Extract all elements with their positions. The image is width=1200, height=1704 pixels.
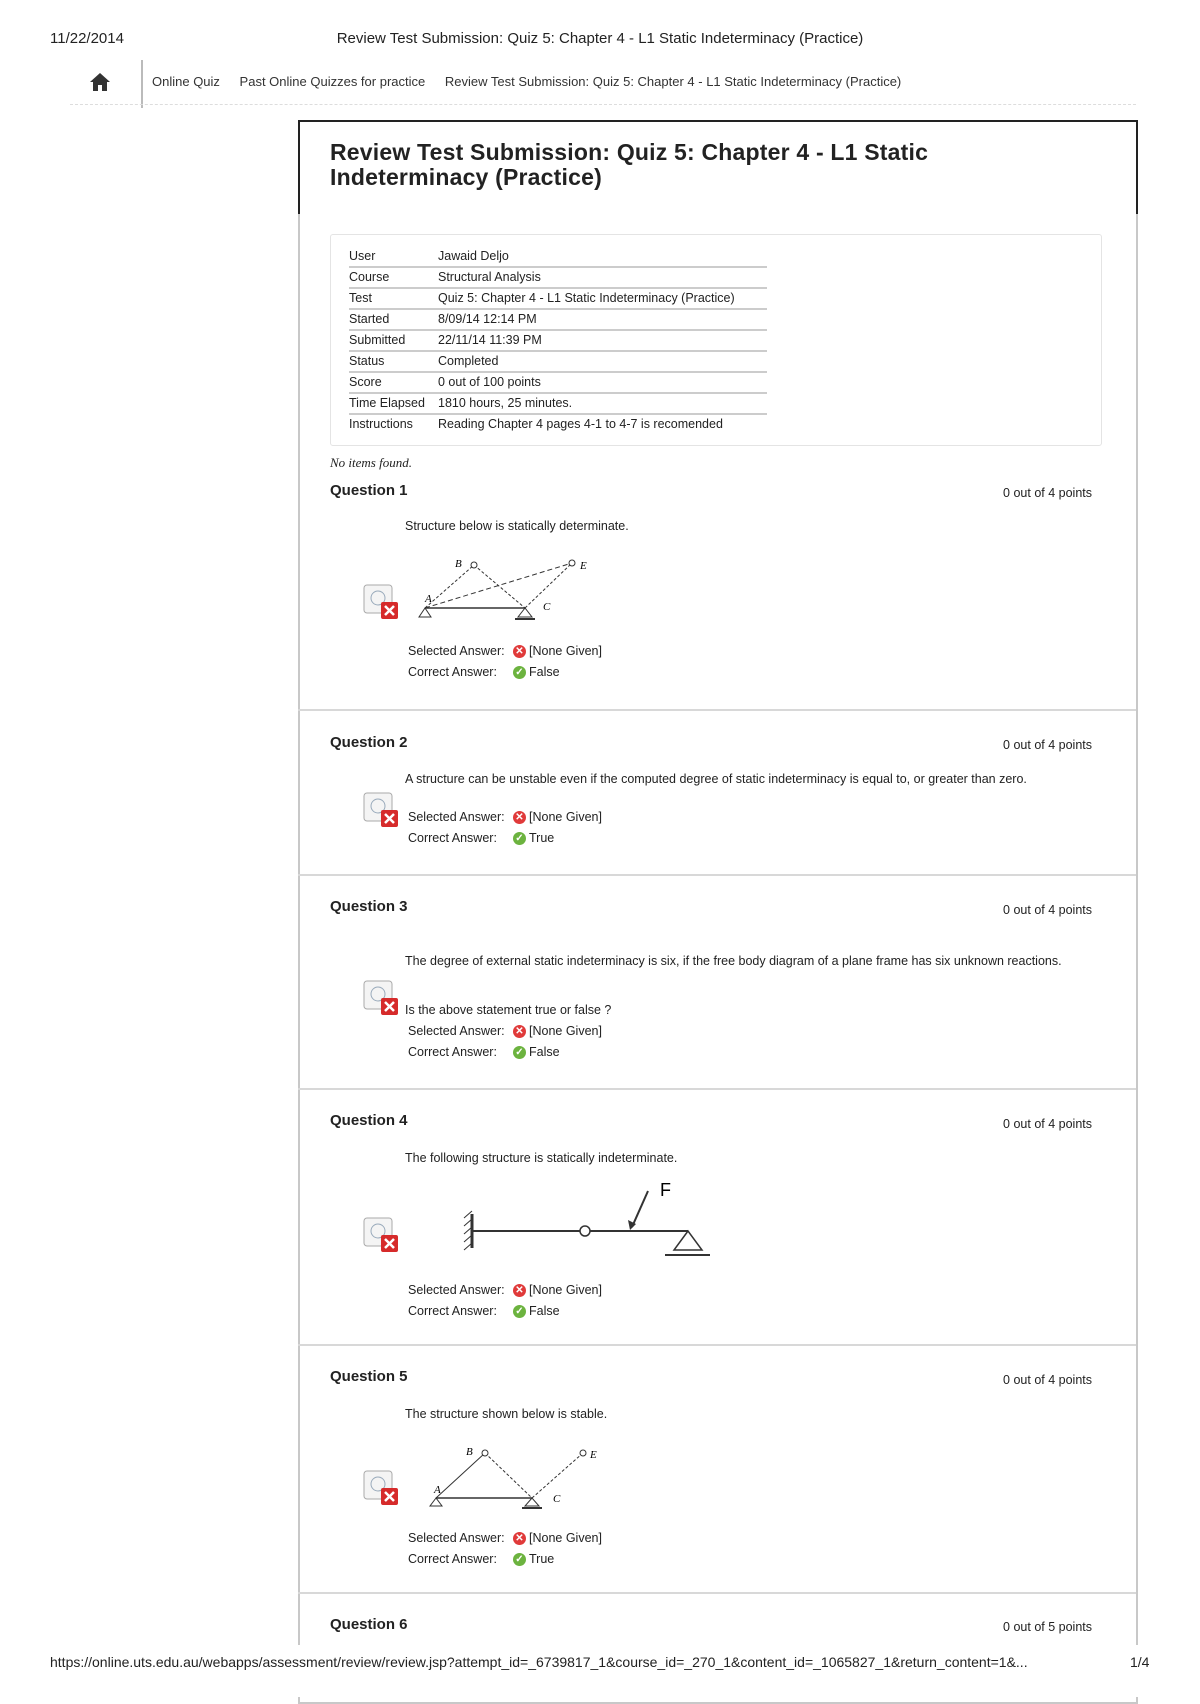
- question-points: 0 out of 4 points: [1003, 903, 1092, 917]
- incorrect-icon: ✕: [513, 811, 526, 824]
- correct-answer-value: False: [529, 1045, 560, 1059]
- correct-answer-row: [408, 665, 560, 679]
- question-divider: [298, 1088, 1136, 1090]
- correct-icon: ✓: [513, 666, 526, 679]
- structure-figure-q5: [420, 1440, 605, 1515]
- info-value: Quiz 5: Chapter 4 - L1 Static Indeterminacy (Practice): [438, 291, 735, 305]
- figure-label: C: [543, 601, 551, 613]
- correct-icon: ✓: [513, 832, 526, 845]
- question-title: Question 1: [330, 482, 408, 499]
- info-row-status: [349, 352, 767, 373]
- breadcrumb-online-quiz[interactable]: Online Quiz: [152, 74, 220, 89]
- print-title: Review Test Submission: Quiz 5: Chapter 4 - L1 Static Indeterminacy (Practice): [336, 30, 864, 47]
- figure-label: A: [434, 1484, 441, 1496]
- submission-info: [330, 234, 1102, 446]
- info-row-started: [349, 310, 767, 331]
- info-value: 8/09/14 12:14 PM: [438, 312, 537, 326]
- incorrect-status-icon: [363, 980, 399, 1016]
- correct-answer-value: False: [529, 665, 560, 679]
- info-key: Time Elapsed: [349, 396, 425, 410]
- question-divider: [298, 1344, 1136, 1346]
- correct-answer-row: [408, 1045, 560, 1059]
- info-row-course: [349, 268, 767, 289]
- correct-answer-row: [408, 1552, 554, 1566]
- breadcrumb: [0, 70, 1200, 114]
- info-value: Completed: [438, 354, 499, 368]
- figure-label: B: [455, 558, 462, 570]
- correct-answer-label: Correct Answer:: [408, 1304, 497, 1318]
- selected-answer-label: Selected Answer:: [408, 810, 505, 824]
- incorrect-icon: ✕: [513, 1284, 526, 1297]
- figure-label: F: [660, 1180, 671, 1200]
- selected-answer-value: [None Given]: [529, 1283, 602, 1297]
- no-items-message: No items found.: [330, 455, 412, 470]
- correct-answer-value: False: [529, 1304, 560, 1318]
- selected-answer-row: [408, 1283, 602, 1297]
- info-value: Reading Chapter 4 pages 4-1 to 4-7 is recomended: [438, 417, 723, 431]
- correct-answer-value: True: [529, 831, 555, 845]
- incorrect-status-icon: [363, 1470, 399, 1506]
- question-text: The degree of external static indeterminacy is six, if the free body diagram of a plane frame has six unknown reactions.: [405, 954, 1062, 968]
- home-icon[interactable]: [88, 70, 112, 94]
- breadcrumb-separator: [141, 60, 143, 108]
- question-points: 0 out of 4 points: [1003, 486, 1092, 500]
- info-key: Test: [349, 291, 372, 305]
- question-text: The structure shown below is stable.: [405, 1407, 608, 1421]
- selected-answer-value: [None Given]: [529, 1024, 602, 1038]
- question-points: 0 out of 4 points: [1003, 1117, 1092, 1131]
- footer-bar: [0, 1645, 1200, 1697]
- figure-label: C: [553, 1493, 561, 1505]
- selected-answer-label: Selected Answer:: [408, 1283, 505, 1297]
- info-row-instructions: [349, 415, 767, 434]
- question-title: Question 4: [330, 1112, 408, 1129]
- info-key: Submitted: [349, 333, 406, 347]
- incorrect-status-icon: [363, 1217, 399, 1253]
- question-title: Question 6: [330, 1616, 408, 1633]
- incorrect-icon: ✕: [513, 645, 526, 658]
- info-row-time-elapsed: [349, 394, 767, 415]
- incorrect-status-icon: [363, 584, 399, 620]
- selected-answer-value: [None Given]: [529, 644, 602, 658]
- info-key: Course: [349, 270, 390, 284]
- figure-label: A: [425, 593, 432, 605]
- incorrect-icon: ✕: [513, 1532, 526, 1545]
- footer-url: https://online.uts.edu.au/webapps/assessment/review/review.jsp?attempt_id=_6739817_1&course_id=_270_1&content_id=_1065827_1&return_content=1&...: [50, 1654, 1028, 1670]
- beam-figure-q4: [460, 1178, 720, 1268]
- selected-answer-label: Selected Answer:: [408, 1024, 505, 1038]
- question-title: Question 2: [330, 734, 408, 751]
- breadcrumb-current: Review Test Submission: Quiz 5: Chapter 4 - L1 Static Indeterminacy (Practice): [444, 74, 902, 89]
- info-value: Jawaid Deljo: [438, 249, 509, 263]
- breadcrumb-items: [152, 74, 917, 89]
- question-subtext: Is the above statement true or false ?: [405, 1003, 612, 1017]
- question-text: A structure can be unstable even if the computed degree of static indeterminacy is equal to, or greater than zero.: [405, 772, 1027, 786]
- correct-answer-label: Correct Answer:: [408, 831, 497, 845]
- figure-label: E: [590, 1449, 597, 1461]
- selected-answer-row: [408, 1024, 602, 1038]
- page-title: Review Test Submission: Quiz 5: Chapter 4 - L1 Static Indeterminacy (Practice): [330, 139, 929, 190]
- correct-answer-row: [408, 1304, 560, 1318]
- correct-answer-label: Correct Answer:: [408, 665, 497, 679]
- info-key: User: [349, 249, 376, 263]
- question-divider: [298, 709, 1136, 711]
- incorrect-icon: ✕: [513, 1025, 526, 1038]
- selected-answer-label: Selected Answer:: [408, 644, 505, 658]
- info-value: Structural Analysis: [438, 270, 541, 284]
- question-points: 0 out of 4 points: [1003, 738, 1092, 752]
- info-row-score: [349, 373, 767, 394]
- info-value: 0 out of 100 points: [438, 375, 541, 389]
- question-points: 0 out of 4 points: [1003, 1373, 1092, 1387]
- info-key: Status: [349, 354, 385, 368]
- info-key: Started: [349, 312, 390, 326]
- question-text: The following structure is statically indeterminate.: [405, 1151, 678, 1165]
- question-text: Structure below is statically determinate.: [405, 519, 629, 533]
- info-key: Score: [349, 375, 382, 389]
- selected-answer-value: [None Given]: [529, 1531, 602, 1545]
- figure-label: B: [466, 1446, 473, 1458]
- question-divider: [298, 874, 1136, 876]
- breadcrumb-divider: [70, 104, 1136, 105]
- question-title: Question 5: [330, 1368, 408, 1385]
- correct-answer-label: Correct Answer:: [408, 1045, 497, 1059]
- info-row-user: [349, 247, 767, 268]
- structure-figure-q1: [415, 555, 600, 625]
- selected-answer-row: [408, 1531, 602, 1545]
- correct-icon: ✓: [513, 1553, 526, 1566]
- info-row-submitted: [349, 331, 767, 352]
- footer-page-number: 1/4: [1130, 1654, 1150, 1670]
- info-key: Instructions: [349, 417, 413, 431]
- selected-answer-row: [408, 810, 602, 824]
- figure-label: E: [580, 560, 587, 572]
- breadcrumb-past-quizzes[interactable]: Past Online Quizzes for practice: [239, 74, 426, 89]
- info-value: 1810 hours, 25 minutes.: [438, 396, 573, 410]
- correct-answer-value: True: [529, 1552, 555, 1566]
- correct-answer-label: Correct Answer:: [408, 1552, 497, 1566]
- selected-answer-value: [None Given]: [529, 810, 602, 824]
- correct-icon: ✓: [513, 1305, 526, 1318]
- correct-answer-row: [408, 831, 554, 845]
- info-row-test: [349, 289, 767, 310]
- question-points: 0 out of 5 points: [1003, 1620, 1092, 1634]
- print-date: 11/22/2014: [50, 30, 124, 47]
- question-divider: [298, 1592, 1136, 1594]
- question-title: Question 3: [330, 898, 408, 915]
- correct-icon: ✓: [513, 1046, 526, 1059]
- incorrect-status-icon: [363, 792, 399, 828]
- selected-answer-row: [408, 644, 602, 658]
- info-value: 22/11/14 11:39 PM: [438, 333, 542, 347]
- selected-answer-label: Selected Answer:: [408, 1531, 505, 1545]
